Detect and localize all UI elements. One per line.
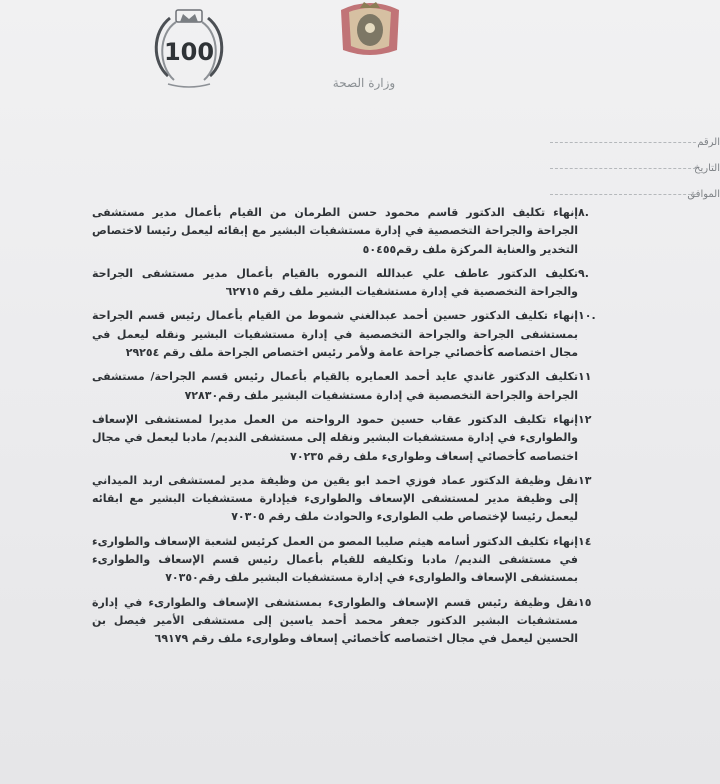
item-number: ١٥ [578, 595, 592, 609]
item-number: ٨. [578, 206, 589, 219]
item-number: ١٤ [578, 534, 592, 548]
item-number: ٩. [578, 266, 589, 280]
list-item [92, 307, 604, 362]
ref-label: الرقم [697, 137, 720, 148]
centenary-100-logo-icon [150, 6, 228, 88]
ref-line [550, 168, 696, 169]
ref-field-number [530, 122, 720, 148]
jordan-crest-icon [335, 0, 405, 58]
list-item [92, 265, 604, 302]
item-text: إنهاء تكليف الدكتور حسين أحمد عبدالغني شموط من القيام بأعمال رئيس قسم الجراحة بمستشفى الجراحة والجراحة التخصصية في إدارة مستشفيات البشير ونقله ليعمل في مجال اختصاصه كأخصائي جراحة عامة ولأمر رئيس اختصاص الجراحة ملف رقم ٢٩٢٥٤ [92, 309, 578, 360]
list-item [92, 533, 604, 588]
item-text: تكليف الدكتور عاطف علي عبدالله النموره بالقيام بأعمال مدير مستشفى الجراحة والجراحة التخصصية في إدارة مستشفيات البشير ملف رقم ٦٢٧١٥ [92, 266, 578, 299]
item-text: إنهاء تكليف الدكتور قاسم محمود حسن الطرمان من القيام بأعمال مدير مستشفى الجراحة والجراحة التخصصية في إدارة مستشفيات البشير مع إبقائه ليعمل رئيسا لاختصاص التخدير والعناية المركزة ملف رقم٥٠٤٥٥ [92, 206, 578, 256]
centenary-logo-text: 100 [163, 38, 215, 66]
ref-label: التاريخ [694, 163, 720, 174]
ref-field-corresponding [530, 174, 720, 200]
ref-label: الموافق [687, 189, 720, 200]
item-number: ١١ [578, 370, 592, 384]
list-item [92, 368, 604, 405]
list-item [92, 594, 604, 649]
decision-list [92, 204, 604, 655]
item-text: إنهاء تكليف الدكتور أسامه هيثم صليبا المصو من العمل كرئيس لشعبة الإسعاف والطوارىء في مستشفى النديم/ مادبا وتكليفه للقيام بأعمال رئيس قسم الإسعاف والطوارىء بمستشفى الإسعاف والطوارىء في إدارة مستشفيات البشير ملف رقم٧٠٣٥٠ [92, 534, 578, 585]
list-item [92, 204, 604, 259]
item-text: نقل وظيفة رئيس قسم الإسعاف والطوارىء بمستشفى الإسعاف والطوارىء في إدارة مستشفيات البشير الدكتور جعفر محمد أحمد ياسين إلى مستشفى الأمير فيصل بن الحسين ليعمل في مجال اختصاصه كأخصائي إسعاف وطوارىء ملف رقم ٦٩١٧٩ [92, 595, 578, 646]
item-number: ١٣ [578, 473, 592, 487]
reference-fields [530, 122, 720, 200]
item-number: ١٠. [578, 309, 596, 323]
ref-line [550, 194, 696, 195]
item-number: ١٢ [578, 412, 592, 426]
list-item [92, 411, 604, 466]
item-text: نقل وظيفة الدكتور عماد فوزي احمد ابو يقين من وظيفة مدير لمستشفى اربد الميداني إلى وظيفة مدير لمستشفى الإسعاف والطوارىء فيإدارة مستشفيات البشير مع ابقائه ليعمل رئيسا لإختصاص طب الطوارىء والحوادث ملف رقم ٧٠٣٠٥ [92, 473, 578, 524]
ref-line [550, 142, 696, 143]
ministry-name: وزارة الصحة [332, 76, 396, 90]
list-item [92, 472, 604, 527]
item-text: تكليف الدكتور غاندي عايد أحمد العمايره بالقيام بأعمال رئيس قسم الجراحة/ مستشفى الجراحة والجراحة التخصصية في إدارة مستشفيات البشير ملف رقم٧٢٨٣٠ [92, 370, 578, 402]
ref-field-date [530, 148, 720, 174]
item-text: إنهاء تكليف الدكتور عقاب حسين حمود الرواحنه من العمل مديرا لمستشفى الإسعاف والطوارىء في إدارة مستشفيات البشير ونقله إلى مستشفى النديم/ مادبا ليعمل في مجال اختصاصه كأخصائي إسعاف وطوارىء ملف رقم ٧٠٢٣٥ [92, 412, 578, 463]
